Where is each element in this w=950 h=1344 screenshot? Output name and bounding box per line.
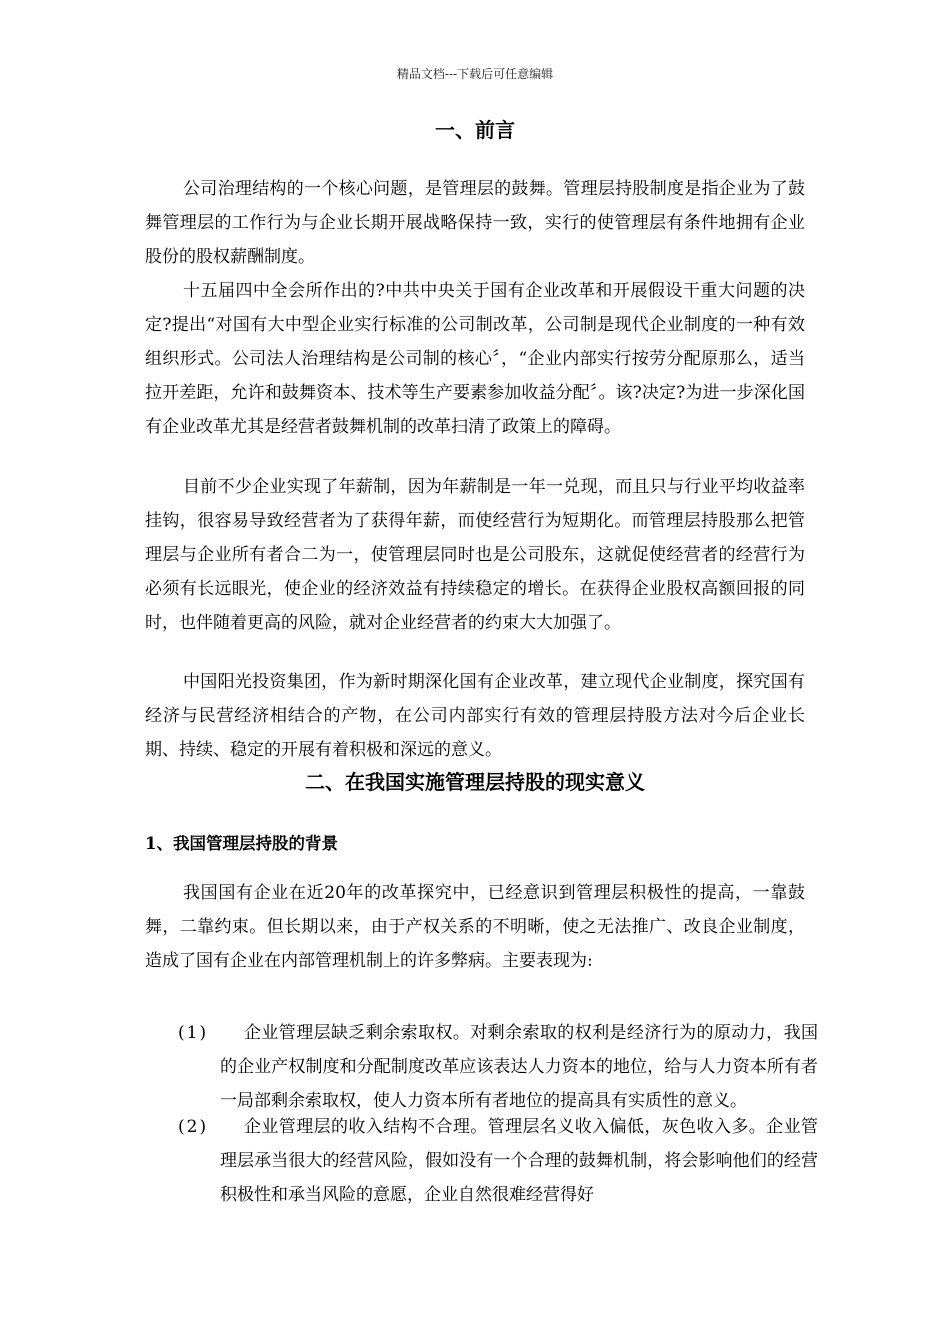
section-title-preface: 一、前言 (435, 118, 515, 142)
paragraph: 公司治理结构的一个核心问题，是管理层的鼓舞。管理层持股制度是指企业为了鼓舞管理层的工作行为与企业长期开展战略保持一致，实行的使管理层有条件地拥有企业股份的股权薪酬制度。 (145, 179, 805, 267)
paragraph: 十五届四中全会所作出的?中共中央关于国有企业改革和开展假设干重大问题的决定?提出“对国有大中型企业实行标准的公司制改革，公司制是现代企业制度的一种有效组织形式。公司法人治理结构是公司制的核心〞，“企业内部实行按劳分配原那么，适当拉开差距，允许和鼓舞资本、技术等生产要素参加收益分配〞。该?决定?为进一步深化国有企业改革尤其是经营者鼓舞机制的改革扫清了政策上的障碍。 (145, 281, 805, 437)
list-item-text: 企业管理层的收入结构不合理。管理层名义收入偏低，灰色收入多。企业管理层承当很大的经营风险，假如没有一个合理的鼓舞机制，将会影响他们的经营积极性和承当风险的意愿，企业自然很难经营得好 (220, 1117, 818, 1205)
section-title-significance: 二、在我国实施管理层持股的现实意义 (305, 770, 645, 794)
list-item (178, 1016, 818, 1118)
paragraph: 我国国有企业在近20年的改革探究中，已经意识到管理层积极性的提高，一靠鼓舞，二靠约束。但长期以来，由于产权关系的不明晰，使之无法推广、改良企业制度，造成了国有企业在内部管理机制上的许多弊病。主要表现为: (145, 883, 805, 971)
list-item-text: 企业管理层缺乏剩余索取权。对剩余索取的权利是经济行为的原动力，我国的企业产权制度和分配制度改革应该表达人力资本的地位，给与人力资本所有者一局部剩余索取权，使人力资本所有者地位的提高具有实质性的意义。 (220, 1023, 818, 1111)
list-item (178, 1110, 818, 1212)
paragraph: 中国阳光投资集团，作为新时期深化国有企业改革，建立现代企业制度，探究国有经济与民营经济相结合的产物，在公司内部实行有效的管理层持股方法对今后企业长期、持续、稳定的开展有着积极和深远的意义。 (145, 672, 805, 760)
header-note: 精品文档---下载后可任意编辑 (396, 67, 554, 81)
paragraph: 目前不少企业实现了年薪制，因为年薪制是一年一兑现，而且只与行业平均收益率挂钩，很容易导致经营者为了获得年薪，而使经营行为短期化。而管理层持股那么把管理层与企业所有者合二为一，使管理层同时也是公司股东，这就促使经营者的经营行为必须有长远眼光，使企业的经济效益有持续稳定的增长。在获得企业股权高额回报的同时，也伴随着更高的风险，就对企业经营者的约束大大加强了。 (145, 477, 805, 633)
list-marker: (2) (178, 1117, 209, 1137)
list-marker: (1) (178, 1023, 209, 1043)
sub-heading-background: 1、我国管理层持股的背景 (145, 834, 338, 853)
